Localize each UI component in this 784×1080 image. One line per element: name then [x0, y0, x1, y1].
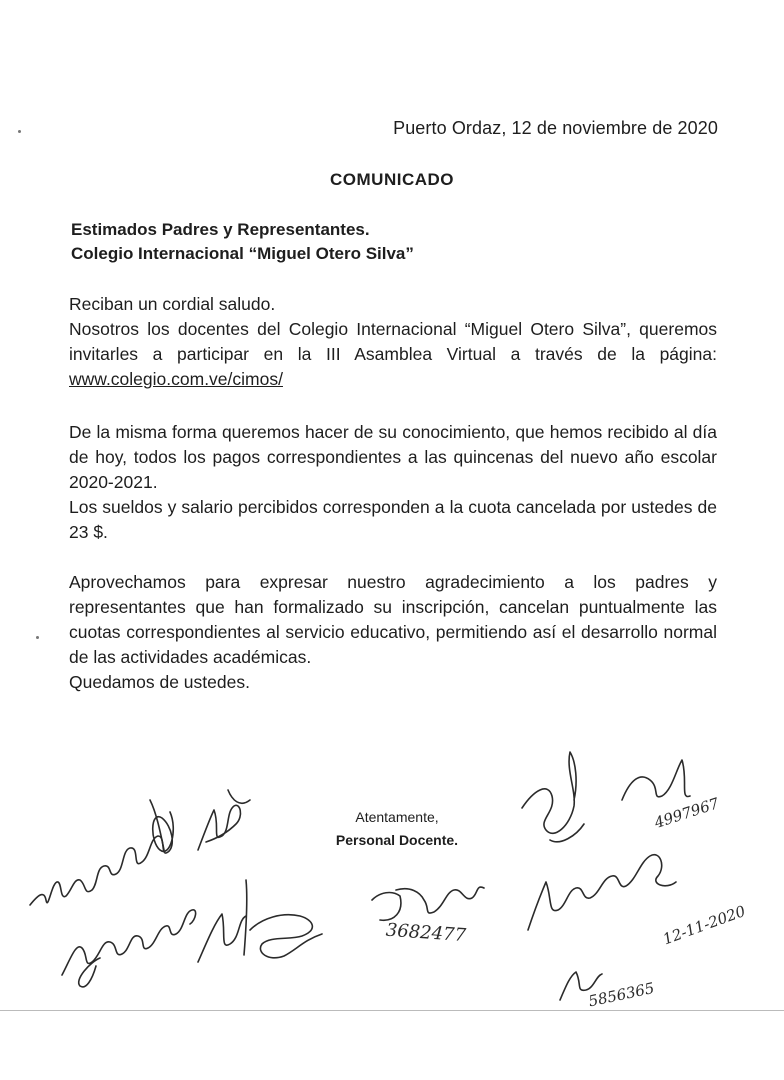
website-link[interactable]: www.colegio.com.ve/cimos/	[69, 369, 283, 389]
closing-phrase: Quedamos de ustedes.	[69, 672, 250, 692]
signature-fran-number: 3682477	[385, 919, 467, 947]
signature-yanny	[62, 910, 196, 975]
greeting-line: Reciban un cordial saludo.	[69, 294, 276, 314]
closing-line-2: Personal Docente.	[335, 832, 459, 848]
scan-bottom-edge	[0, 1010, 784, 1011]
place-date: Puerto Ordaz, 12 de noviembre de 2020	[393, 118, 718, 138]
document-title: COMUNICADO	[330, 170, 454, 189]
payments-text: De la misma forma queremos hacer de su conocimiento, que hemos recibido al día de hoy, todos los pagos correspondientes a las quincenas del nuevo año escolar 2020-2021.	[69, 422, 717, 492]
signature-maria	[30, 812, 173, 905]
signature-fran	[372, 887, 484, 920]
signature-5	[522, 752, 584, 842]
signature-6	[622, 760, 690, 800]
signature-7-date: 12-11-2020	[660, 901, 748, 949]
salary-text: Los sueldos y salario percibidos corresponden a la cuota cancelada por ustedes de 23 $.	[69, 497, 717, 542]
signature-4	[198, 880, 322, 962]
signature-7	[528, 855, 676, 930]
signature-yanny-loop	[79, 958, 100, 987]
closing-line-1: Atentamente,	[355, 809, 439, 825]
salutation-line-1: Estimados Padres y Representantes.	[71, 220, 370, 239]
signature-3	[198, 790, 250, 850]
salutation-line-2: Colegio Internacional “Miguel Otero Silva”	[71, 244, 414, 263]
signature-8-number: 5856365	[586, 978, 656, 1011]
signature-6-number: 4997967	[652, 794, 722, 832]
thanks-text: Aprovechamos para expresar nuestro agradecimiento a los padres y representantes que han formalizado su inscripción, cancelan puntualmente las cuotas correspondientes al servicio educativo, permitiendo así el desarrollo normal de las actividades académicas.	[69, 572, 717, 667]
invitation-body: Nosotros los docentes del Colegio Internacional “Miguel Otero Silva”, queremos invitarles a participar en la III Asamblea Virtual a través de la página:	[69, 319, 717, 364]
